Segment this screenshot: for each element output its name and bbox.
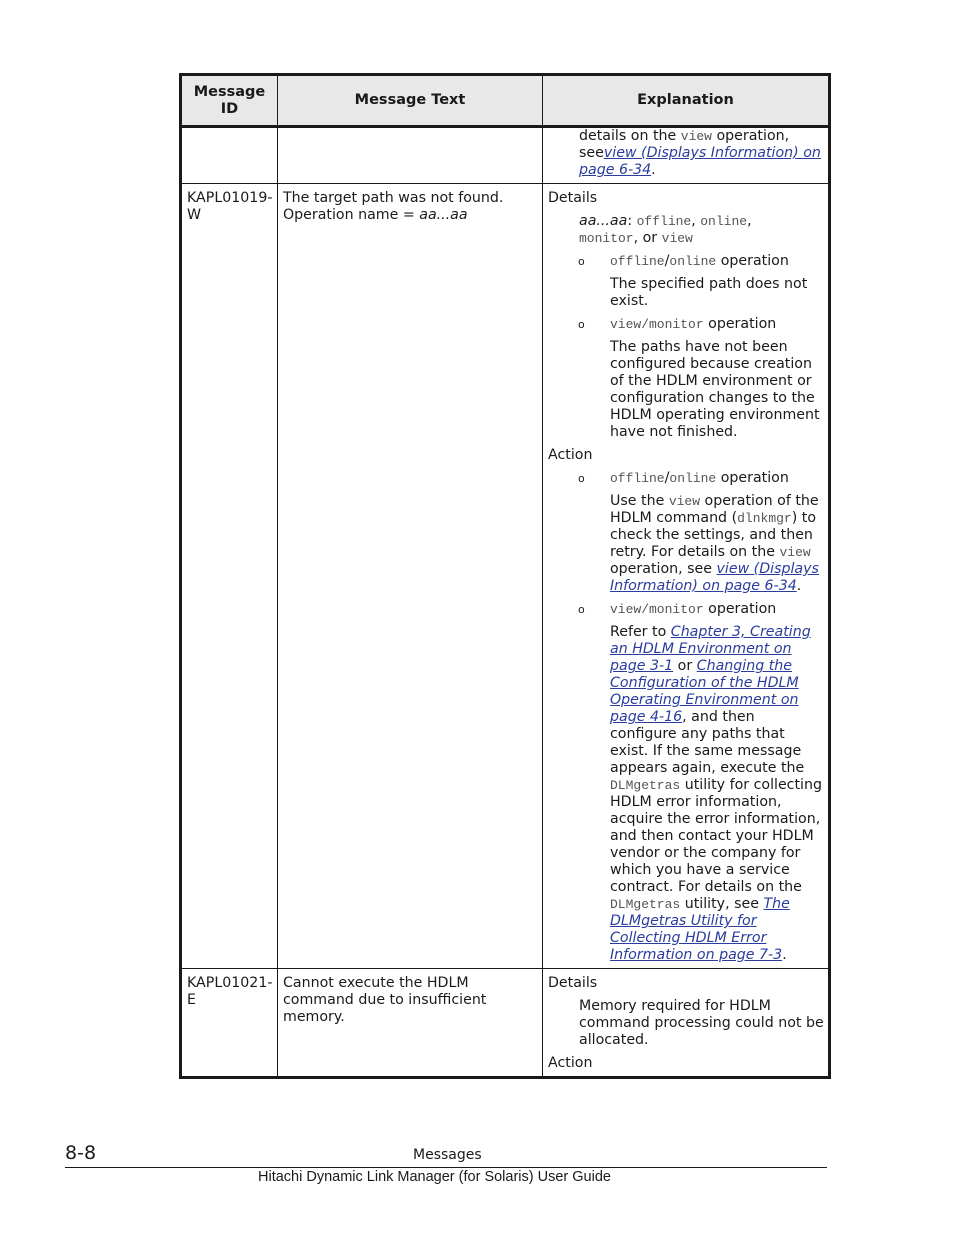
code-monitor: monitor xyxy=(579,231,634,246)
var-name: aa...aa xyxy=(579,213,628,229)
footer-divider xyxy=(65,1167,827,1168)
action-label: Action xyxy=(548,447,593,463)
cell-text-empty xyxy=(278,127,543,184)
code-online: online xyxy=(700,214,748,229)
link-changing-configuration[interactable]: Changing the Configuration of the HDLM Operating Environment on page 4-16 xyxy=(610,658,799,725)
code-offline: offline xyxy=(610,254,665,269)
sep: / xyxy=(664,470,670,486)
continued-text: see xyxy=(579,145,604,161)
variable-values xyxy=(548,213,824,247)
code-view-monitor: view/monitor xyxy=(610,317,704,332)
body-text: . xyxy=(782,947,787,963)
continued-text: operation, xyxy=(711,128,790,144)
code-dlnkmgr: dlnkmgr xyxy=(737,511,792,526)
code-online: online xyxy=(669,254,717,269)
cell-id-empty xyxy=(181,127,278,184)
bullet-body xyxy=(548,493,824,595)
bullet-icon: o xyxy=(578,318,585,331)
bullet-heading-text: operation xyxy=(703,316,777,332)
code-view: view xyxy=(779,545,811,560)
code-view: view xyxy=(661,231,693,246)
continued-text: . xyxy=(651,162,656,178)
cell-explanation xyxy=(543,969,830,1078)
cell-message-id: KAPL01019-W xyxy=(181,184,278,969)
bullet-item xyxy=(548,470,824,487)
cell-explanation-continued xyxy=(543,127,830,184)
messages-table xyxy=(179,73,831,1079)
continued-paragraph xyxy=(548,128,824,179)
footer-section: Messages xyxy=(413,1147,482,1163)
body-text: Use the xyxy=(610,493,669,509)
bullet-body: The paths have not been configured because creation of the HDLM environment or configuration changes to the HDLM operating environment have not finished. xyxy=(610,339,820,440)
sep: , xyxy=(747,213,752,229)
link-dlmgetras-utility[interactable]: The DLMgetras Utility for Collecting HDLM Error Information on page 7-3 xyxy=(610,896,790,963)
details-label: Details xyxy=(548,190,598,206)
header-explanation: Explanation xyxy=(543,75,830,127)
cell-explanation xyxy=(543,184,830,969)
header-message-id: Message ID xyxy=(181,75,278,127)
table-row-kapl01021 xyxy=(181,969,830,1078)
page-number: 8-8 xyxy=(65,1142,97,1164)
details-body: Memory required for HDLM command processing could not be allocated. xyxy=(579,998,824,1048)
footer-title: Hitachi Dynamic Link Manager (for Solaris) User Guide xyxy=(258,1169,611,1185)
table-header-row xyxy=(181,75,830,127)
bullet-heading-text: operation xyxy=(716,253,789,269)
body-text: Refer to xyxy=(610,624,671,640)
code-view-monitor: view/monitor xyxy=(610,602,704,617)
body-text: or xyxy=(673,658,697,674)
body-text: . xyxy=(796,578,802,594)
action-label: Action xyxy=(548,1055,593,1071)
body-text: utility for collecting HDLM error information, acquire the error information, and then contact your HDLM vendor or the company for which you have a service contract. For details on the xyxy=(610,777,822,895)
bullet-icon: o xyxy=(578,603,585,616)
code-offline: offline xyxy=(610,471,665,486)
bullet-icon: o xyxy=(578,255,585,268)
bullet-heading-text: operation xyxy=(716,470,789,486)
body-text: , and then configure any paths that exist. If the same message appears again, execute the xyxy=(610,709,805,776)
sep: / xyxy=(664,253,670,269)
sep: , xyxy=(691,213,701,229)
table-row-continued xyxy=(181,127,830,184)
body-text: operation of the HDLM command ( xyxy=(610,493,819,526)
message-text-line: Operation name = xyxy=(283,207,420,223)
details-label: Details xyxy=(548,975,598,991)
code-view: view xyxy=(668,494,701,509)
cell-message-text: Cannot execute the HDLM command due to insufficient memory. xyxy=(278,969,543,1078)
bullet-item xyxy=(548,316,824,333)
body-text: ) to check the settings, and then retry. For details on the xyxy=(610,510,817,560)
table-row-kapl01019 xyxy=(181,184,830,969)
message-text-line: The target path was not found. xyxy=(283,190,504,206)
code-offline: offline xyxy=(636,214,692,229)
bullet-icon: o xyxy=(578,472,585,485)
code-online: online xyxy=(669,471,717,486)
code-dlmgetras: DLMgetras xyxy=(610,778,681,793)
link-view-displays-information[interactable]: view (Displays Information) on page 6-34 xyxy=(610,561,819,594)
cell-message-text xyxy=(278,184,543,969)
body-text: operation, see xyxy=(610,561,717,577)
bullet-body xyxy=(548,624,824,964)
code-view: view xyxy=(680,129,712,144)
cell-message-id: KAPL01021-E xyxy=(181,969,278,1078)
code-dlmgetras: DLMgetras xyxy=(610,897,681,912)
sep: : xyxy=(627,213,637,229)
link-view-displays-information[interactable]: view (Displays Information) on page 6-34 xyxy=(579,145,821,178)
bullet-body: The specified path does not exist. xyxy=(610,276,808,309)
bullet-heading-text: operation xyxy=(703,601,777,617)
link-chapter-3[interactable]: Chapter 3, Creating an HDLM Environment on page 3-1 xyxy=(610,624,811,674)
continued-text: details on the xyxy=(579,128,681,144)
header-message-text: Message Text xyxy=(278,75,543,127)
message-variable: aa...aa xyxy=(419,207,468,223)
sep: , or xyxy=(633,230,662,246)
body-text: utility, see xyxy=(680,896,764,912)
bullet-item xyxy=(548,253,824,270)
bullet-item xyxy=(548,601,824,618)
